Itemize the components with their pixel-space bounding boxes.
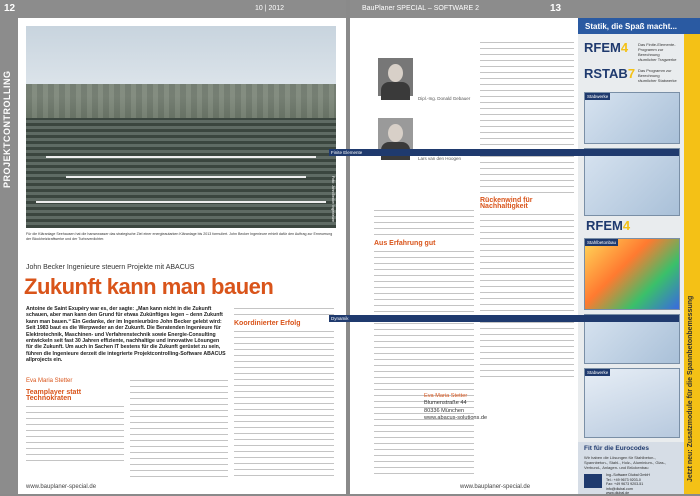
text-column-1 xyxy=(26,378,124,482)
body-text-block xyxy=(130,378,228,480)
issue-label: 10 | 2012 xyxy=(255,5,285,12)
page-number-right: 13 xyxy=(550,3,562,14)
body-text-block xyxy=(480,40,574,195)
body-text-block xyxy=(234,329,334,479)
ad-footer xyxy=(578,442,684,494)
right-header-bar xyxy=(350,0,700,18)
body-text-block xyxy=(374,208,474,238)
model-finite-elemente: Finite Elemente xyxy=(584,148,680,216)
author-name: Eva Maria Stetter xyxy=(26,378,73,384)
website-url-right[interactable]: www.bauplaner-special.de xyxy=(460,484,531,490)
magazine-header: BauPlaner SPECIAL – SOFTWARE 2 xyxy=(362,5,479,12)
rfem-description: Das Finite-Elemente-Programm zur Berechnung räumlicher Tragwerke xyxy=(638,42,677,62)
contact-box xyxy=(424,393,487,423)
company-address: Ing.-Software Dlubal GmbH Tel.: +49 9673 9203-0 Fax: +49 9673 9203-51 info@dlubal.com www.dlubal.de xyxy=(606,473,650,495)
model-dynamik: Dynamik xyxy=(584,314,680,364)
article-lead: Antoine de Saint Exupéry war es, der sagte: „Man kann nicht in die Zukunft schauen, aber man kann den Grund für etwas Zukünftiges legen – denn Zukunft kann man bauen.“ Ein Gedanke, der im Ingenieurbüro John Becker gelebt wird: Seit 1983 baut es die Werpweder an der Zukunft. Die Beratenden Ingenieure für Elektrotechnik, Maschinen- und Verfahrenstechnik sowie Energie-Consulting entwickeln seit fast 30 Jahren effiziente, nachhaltige und innovative Lösungen für die Zukunft. Um auch in Sachen IT bestens für die Zukunft gerüstet zu sein, führen die Ingenieure derzeit die integrierte Projektcontrolling-Software ABACUS allprojects ein. xyxy=(26,306,226,364)
left-header-bar xyxy=(0,0,346,18)
subhead-aus-erfahrung: Aus Erfahrung gut xyxy=(374,240,436,247)
rstab-logo: RSTAB7 xyxy=(584,66,636,81)
rfem-logo-2: RFEM4 xyxy=(586,218,631,233)
subhead-rueckenwind: Rückenwind für Nachhaltigkeit xyxy=(480,197,533,210)
page-number-left: 12 xyxy=(4,3,16,14)
article-kicker: John Becker Ingenieure steuern Projekte mit ABACUS xyxy=(26,264,195,271)
ad-vertical-text: Jetzt neu: Zusatzmodule für die Spannbetonbemessung xyxy=(687,295,694,482)
ad-footer-title: Fit für die Eurocodes xyxy=(584,445,650,452)
subhead-teamplayer: Teamplayer statt Technokraten xyxy=(26,389,82,402)
model-stabwerke-dome: Stabwerke xyxy=(584,368,680,438)
ad-vertical-banner xyxy=(684,34,700,494)
section-label: PROJEKTCONTROLLING xyxy=(2,70,12,188)
image-credit: Foto: John Becker Ingenieure xyxy=(331,176,335,222)
body-text-block xyxy=(234,306,334,318)
website-url-left[interactable]: www.bauplaner-special.de xyxy=(26,484,97,490)
dlubal-logo-icon xyxy=(584,474,602,488)
ad-header: Statik, die Spaß macht... xyxy=(578,18,700,34)
model-stabwerke: Stabwerke xyxy=(584,92,680,144)
text-column-3 xyxy=(234,306,334,482)
section-sidebar xyxy=(0,18,18,494)
left-page xyxy=(0,0,346,494)
text-column-5 xyxy=(480,40,574,385)
subhead-koordinierter-erfolg: Koordinierter Erfolg xyxy=(234,320,301,327)
rfem-logo: RFEM4 xyxy=(584,40,629,55)
photo-caption: Für die Kläranlage Seehausen hat die hansewasser das strategische Ziel einer energieautarken Kläranlage bis 2013 formuliert. John Becker Ingenieure erhielt dafür den Auftrag zur Erneuerung der Blockheizkraftwerke und der Turboverdichter. xyxy=(26,232,333,241)
text-column-4 xyxy=(374,208,474,482)
body-text-block xyxy=(374,249,474,475)
portrait-caption-1: Dipl.-Ing. Donald Gebauer xyxy=(418,96,471,101)
ad-footer-text: Wir haben die Lösungen für Stahlbeton-, Spannbeton-, Stahl-, Holz-, Aluminium-, Glas-, Verbund-, Anlagen- und Brückenbau xyxy=(584,455,667,470)
portrait-gebauer xyxy=(378,58,413,96)
rstab-description: Das Programm zur Berechnung räumlicher Stabwerke xyxy=(638,68,677,83)
contact-street: Blumenstraße 44 xyxy=(424,400,467,407)
body-text-block xyxy=(26,404,124,462)
portrait-caption-2: Lars van den Hoogen xyxy=(418,156,462,161)
contact-city: 80336 München xyxy=(424,407,465,414)
text-column-2 xyxy=(130,378,228,482)
treatment-plant-photo xyxy=(26,26,336,228)
contact-name: Eva Maria Stetter xyxy=(424,393,468,399)
model-stahlbetonbau: Stahlbetonbau xyxy=(584,238,680,310)
article-headline: Zukunft kann man bauen xyxy=(24,274,274,299)
contact-web[interactable]: www.abacus-solutions.de xyxy=(424,415,488,422)
body-text-block xyxy=(480,212,574,382)
